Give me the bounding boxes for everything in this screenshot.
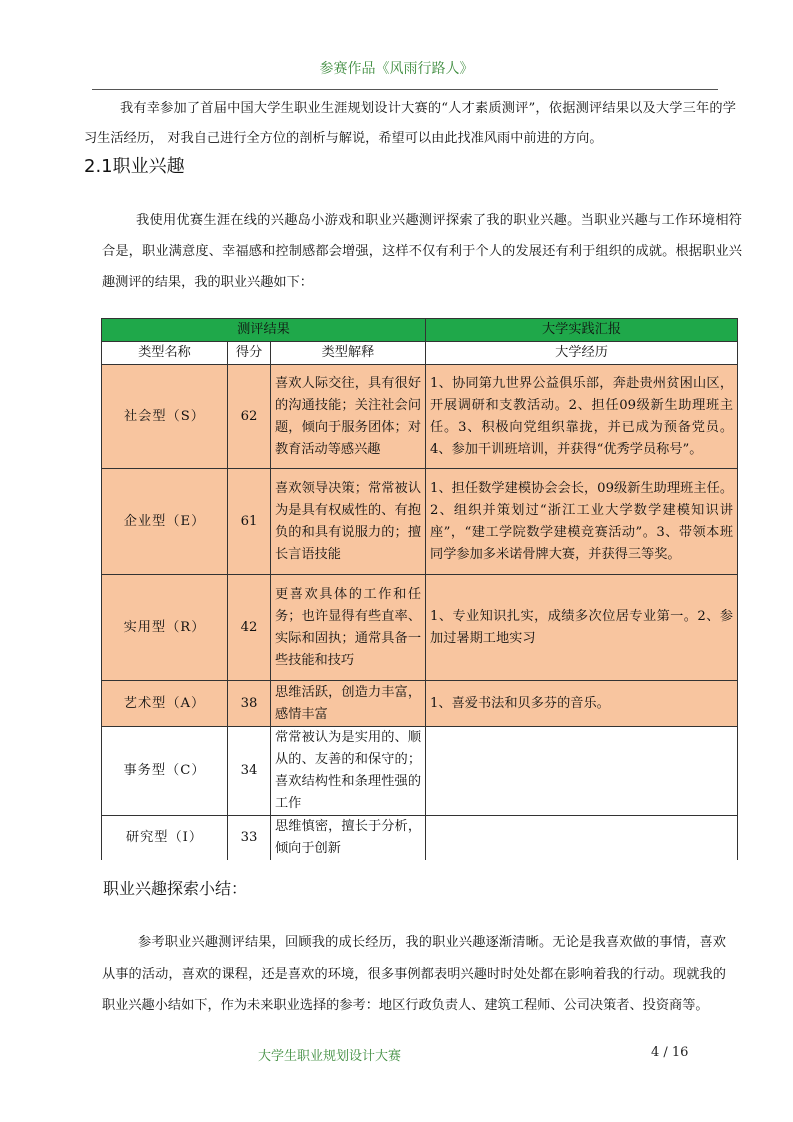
row-experience: 1、喜爱书法和贝多芬的音乐。: [426, 681, 738, 727]
row-explanation: 常常被认为是实用的、顺从的、友善的和保守的；喜欢结构性和条理性强的工作: [271, 727, 426, 816]
row-experience: [426, 816, 738, 861]
interest-table: [101, 318, 738, 860]
footer-title: 大学生职业规划设计大赛: [258, 1049, 402, 1064]
table-row: [102, 681, 738, 727]
row-score: 38: [228, 681, 271, 727]
row-score: 61: [228, 469, 271, 575]
row-type-name: 社会型（S）: [102, 365, 228, 469]
summary-paragraph: 参考职业兴趣测评结果，回顾我的成长经历，我的职业兴趣逐渐清晰。无论是我喜欢做的事情，喜欢从事的活动，喜欢的课程，还是喜欢的环境，很多事例都表明兴趣时时处处都在影响着我的行动。现就我的职业兴趣小结如下，作为未来职业选择的参考：地区行政负责人、建筑工程师、公司决策者、投资商等。: [102, 935, 726, 1013]
row-experience: 1、专业知识扎实，成绩多次位居专业第一。2、参加过暑期工地实习: [426, 575, 738, 681]
group-header-results: 测评结果: [102, 319, 426, 342]
group-header-practice: 大学实践汇报: [426, 319, 738, 342]
table-row: [102, 575, 738, 681]
intro-paragraph: 我有幸参加了首届中国大学生职业生涯规划设计大赛的“人才素质测评”，依据测评结果以及大学三年的学习生活经历， 对我自己进行全方位的剖析与解说，希望可以由此找准风雨中前进的方向。: [84, 101, 736, 146]
section-heading: 2.1职业兴趣: [84, 156, 185, 177]
row-explanation: 更喜欢具体的工作和任务；也许显得有些直率、实际和固执；通常具备一些技能和技巧: [271, 575, 426, 681]
table-row: [102, 816, 738, 861]
row-type-name: 艺术型（A）: [102, 681, 228, 727]
row-type-name: 实用型（R）: [102, 575, 228, 681]
table-column-header-row: [102, 342, 738, 365]
row-explanation: 思维慎密，擅长于分析，倾向于创新: [271, 816, 426, 861]
table-row: [102, 469, 738, 575]
table-group-header-row: [102, 319, 738, 342]
row-type-name: 企业型（E）: [102, 469, 228, 575]
row-experience: 1、协同第九世界公益俱乐部，奔赴贵州贫困山区，开展调研和支教活动。2、担任09级新生助理班主任。3、积极向党组织靠拢，并已成为预备党员。4、参加干训班培训，并获得“优秀学员称号”。: [426, 365, 738, 469]
row-score: 62: [228, 365, 271, 469]
header-divider: [92, 89, 718, 90]
row-score: 42: [228, 575, 271, 681]
section-paragraph: 我使用优赛生涯在线的兴趣岛小游戏和职业兴趣测评探索了我的职业兴趣。当职业兴趣与工作环境相符合是，职业满意度、幸福感和控制感都会增强，这样不仅有利于个人的发展还有利于组织的成就。根据职业兴趣测评的结果，我的职业兴趣如下：: [102, 213, 742, 290]
row-type-name: 事务型（C）: [102, 727, 228, 816]
table-row: [102, 365, 738, 469]
column-header-explanation: 类型解释: [271, 342, 426, 365]
row-experience: 1、担任数学建模协会会长，09级新生助理班主任。2、组织并策划过“浙江工业大学数学建模知识讲座”，“建工学院数学建模竞赛活动”。3、带领本班同学参加多米诺骨牌大赛，并获得三等奖。: [426, 469, 738, 575]
row-explanation: 思维活跃，创造力丰富，感情丰富: [271, 681, 426, 727]
row-explanation: 喜欢人际交往，具有很好的沟通技能；关注社会问题，倾向于服务团体；对教育活动等感兴趣: [271, 365, 426, 469]
row-explanation: 喜欢领导决策；常常被认为是具有权威性的、有抱负的和具有说服力的；擅长言语技能: [271, 469, 426, 575]
row-type-name: 研究型（I）: [102, 816, 228, 861]
page-number: 4 / 16: [651, 1045, 689, 1060]
row-score: 33: [228, 816, 271, 861]
page-header-title: 参赛作品《风雨行路人》: [319, 61, 474, 77]
column-header-score: 得分: [228, 342, 271, 365]
column-header-type-name: 类型名称: [102, 342, 228, 365]
column-header-experience: 大学经历: [426, 342, 738, 365]
summary-heading: 职业兴趣探索小结：: [103, 879, 248, 898]
row-score: 34: [228, 727, 271, 816]
table-row: [102, 727, 738, 816]
row-experience: [426, 727, 738, 816]
